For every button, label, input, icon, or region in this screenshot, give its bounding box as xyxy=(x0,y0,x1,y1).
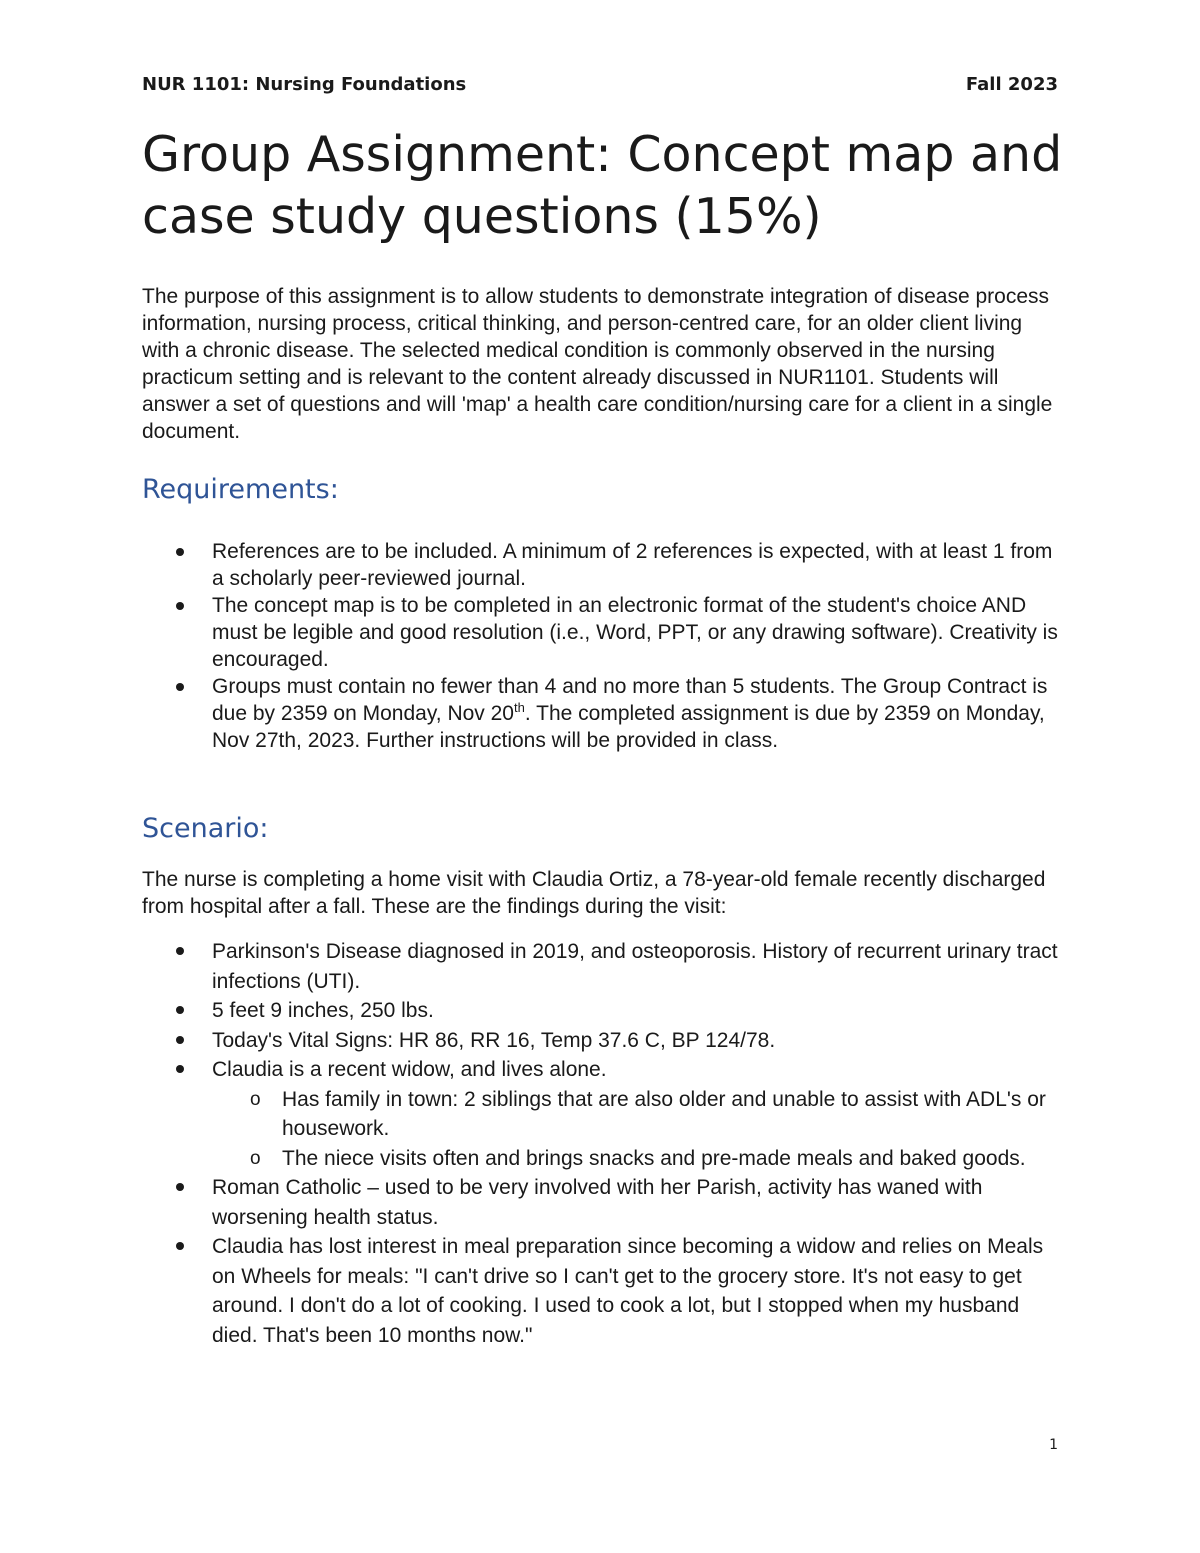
ordinal-suffix: th xyxy=(514,700,525,715)
list-item-text: . The completed assignment is due by 2359 on Monday, Nov 27th, 2023. Further instructions will be provided in class. xyxy=(212,702,1045,752)
list-item: Claudia is a recent widow, and lives alone. xyxy=(142,1055,1062,1085)
sub-list-item: o Has family in town: 2 siblings that are also older and unable to assist with ADL's or housework. xyxy=(142,1085,1062,1144)
list-item: References are to be included. A minimum of 2 references is expected, with at least 1 from a scholarly peer-reviewed journal. xyxy=(142,538,1062,592)
scenario-heading: Scenario: xyxy=(142,813,269,844)
term-header: Fall 2023 xyxy=(965,74,1058,95)
intro-paragraph: The purpose of this assignment is to allow students to demonstrate integration of disease process information, nursing process, critical thinking, and person-centred care, for an older client living with a chronic disease. The selected medical condition is commonly observed in the nursing practicum setting and is relevant to the content already discussed in NUR1101. Students will answer a set of questions and will 'map' a health care condition/nursing care for a client in a single document. xyxy=(142,285,1053,443)
page-title: Group Assignment: Concept map and case study questions (15%) xyxy=(142,126,1063,245)
list-item: Parkinson's Disease diagnosed in 2019, and osteoporosis. History of recurrent urinary tract infections (UTI). xyxy=(142,937,1062,996)
list-item: Roman Catholic – used to be very involved with her Parish, activity has waned with worsening health status. xyxy=(142,1173,1062,1232)
requirements-heading: Requirements: xyxy=(142,474,339,505)
list-item: 5 feet 9 inches, 250 lbs. xyxy=(142,996,1062,1026)
sub-list-item: o The niece visits often and brings snacks and pre-made meals and baked goods. xyxy=(142,1144,1062,1174)
list-item xyxy=(142,673,1062,754)
list-item: Claudia has lost interest in meal preparation since becoming a widow and relies on Meals on Wheels for meals: "I can't drive so I can't get to the grocery store. It's not easy to get around. I don't do a lot of cooking. I used to cook a lot, but I stopped when my husband died. That's been 10 months now." xyxy=(142,1232,1062,1350)
page-number: 1 xyxy=(1049,1437,1058,1453)
list-item: The concept map is to be completed in an electronic format of the student's choice AND must be legible and good resolution (i.e., Word, PPT, or any drawing software). Creativity is encouraged. xyxy=(142,592,1062,673)
list-item-text: Groups must contain no fewer than 4 and no more than 5 students. The Group Contract is due by 2359 on Monday, Nov 20 xyxy=(212,675,1048,725)
list-item: Today's Vital Signs: HR 86, RR 16, Temp 37.6 C, BP 124/78. xyxy=(142,1026,1062,1056)
scenario-findings-list xyxy=(142,937,1062,1350)
scenario-intro: The nurse is completing a home visit with Claudia Ortiz, a 78-year-old female recently discharged from hospital after a fall. These are the findings during the visit: xyxy=(142,868,1046,918)
course-header: NUR 1101: Nursing Foundations xyxy=(142,74,467,95)
requirements-list xyxy=(142,538,1062,754)
